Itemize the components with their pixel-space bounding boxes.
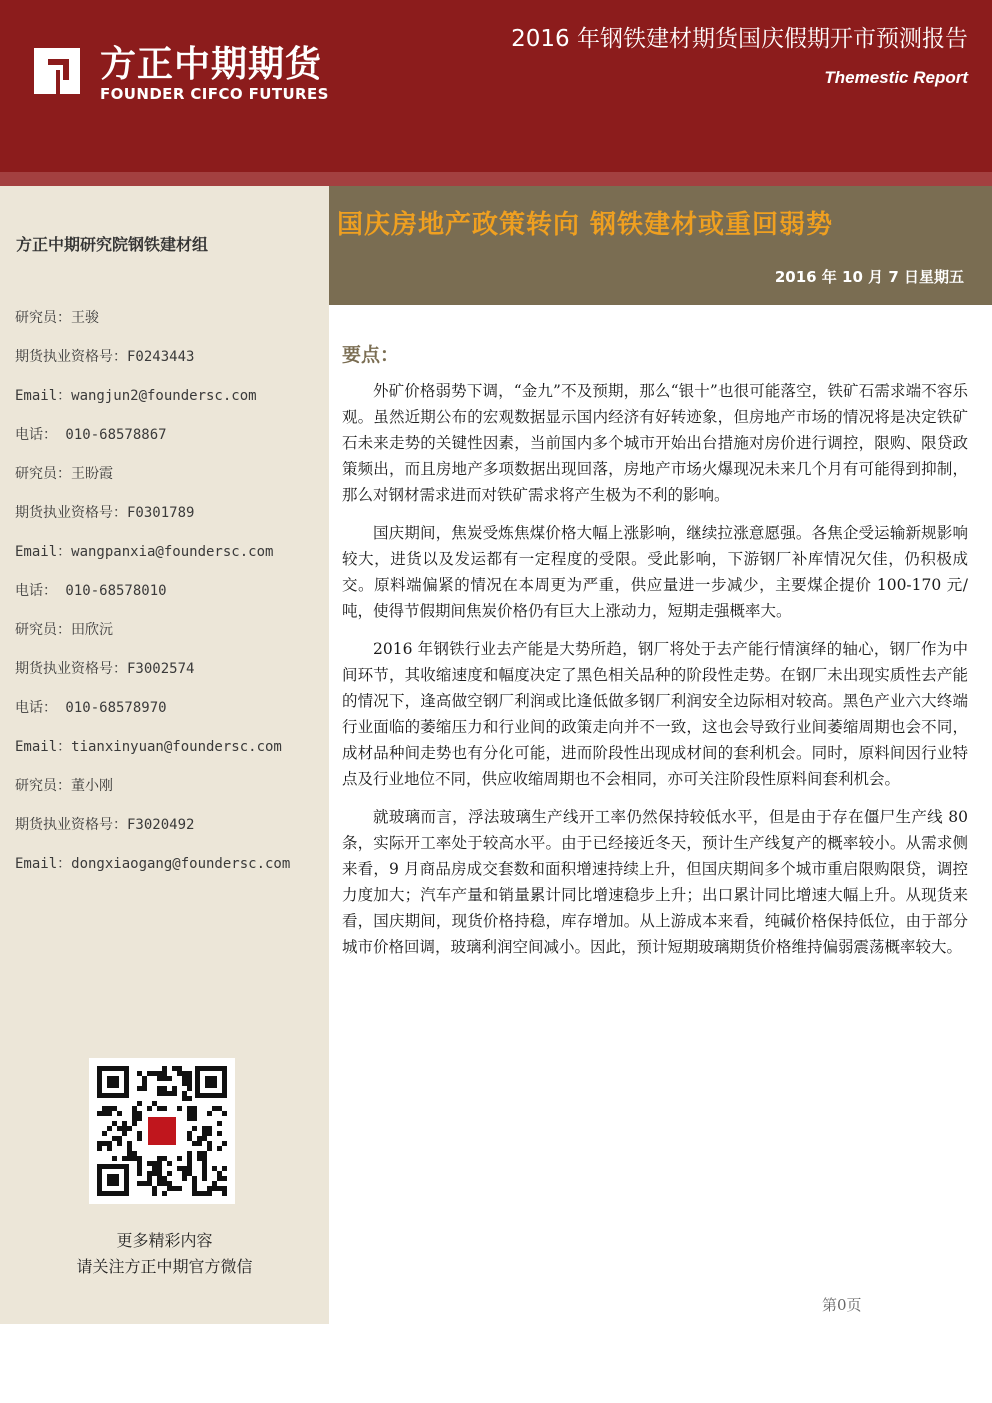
body-paragraph: 2016 年钢铁行业去产能是大势所趋，钢厂将处于去产能行情演绎的轴心，钢厂作为中间环节，其收缩速度和幅度决定了黑色相关品种的阶段性走势。在钢厂未出现实质性去产能的情况下，逢高做空钢厂利润或比逢低做多钢厂利润安全边际相对较高。黑色产业六大终端行业面临的萎缩压力和行业间的政策走向并不一致，这也会导致行业间萎缩周期也会不同，成材品种间走势也有分化可能，进而阶段性出现成材间的套利机会。同时，原料间因行业特点及行业地位不同，供应收缩周期也不会相同，亦可关注阶段性原料间套利机会。 bbox=[342, 640, 968, 788]
report-body bbox=[342, 378, 968, 972]
follow-text-line2: 请关注方正中期官方微信 bbox=[76, 1257, 253, 1276]
wechat-qr-code[interactable] bbox=[89, 1058, 235, 1204]
contact-email[interactable]: Email：wangjun2@foundersc.com bbox=[15, 388, 257, 404]
report-type: Themestic Report bbox=[824, 68, 968, 87]
founder-logo-icon bbox=[26, 40, 88, 102]
contact-line: 期货执业资格号：F3020492 bbox=[15, 817, 195, 833]
contact-line: 研究员：田欣沅 bbox=[15, 622, 113, 638]
report-title: 2016 年钢铁建材期货国庆假期开市预测报告 bbox=[511, 26, 968, 52]
report-date: 2016 年 10 月 7 日星期五 bbox=[774, 268, 964, 286]
contact-line: 研究员：董小刚 bbox=[15, 778, 113, 794]
contact-line: 期货执业资格号：F3002574 bbox=[15, 661, 195, 677]
logo-english-name: FOUNDER CIFCO FUTURES bbox=[100, 85, 329, 103]
contact-phone: 电话： 010-68578970 bbox=[15, 700, 167, 716]
contact-phone: 电话： 010-68578010 bbox=[15, 583, 167, 599]
headline-band bbox=[329, 186, 992, 305]
report-header bbox=[0, 0, 992, 186]
contact-list bbox=[15, 307, 290, 892]
follow-text-line1: 更多精彩内容 bbox=[116, 1231, 213, 1250]
contact-line: 期货执业资格号：F0243443 bbox=[15, 349, 195, 365]
contact-line: 期货执业资格号：F0301789 bbox=[15, 505, 195, 521]
qr-brand-icon bbox=[145, 1114, 179, 1148]
body-paragraph: 外矿价格弱势下调，“金九”不及预期，那么“银十”也很可能落空，铁矿石需求端不容乐观。虽然近期公布的宏观数据显示国内经济有好转迹象，但房地产市场的情况将是决定铁矿石未来走势的关键性因素，当前国内多个城市开始出台措施对房价进行调控，限购、限贷政策频出，而且房地产多项数据出现回落，房地产市场火爆现况未来几个月有可能得到抑制，那么对钢材需求进而对铁矿需求将产生极为不利的影响。 bbox=[342, 382, 968, 504]
logo-chinese-name: 方正中期期货 bbox=[100, 44, 323, 85]
contact-email[interactable]: Email：tianxinyuan@foundersc.com bbox=[15, 739, 282, 755]
research-group-name: 方正中期研究院钢铁建材组 bbox=[16, 235, 209, 254]
sidebar bbox=[0, 186, 329, 1324]
section-title: 要点： bbox=[342, 344, 400, 366]
body-paragraph: 就玻璃而言，浮法玻璃生产线开工率仍然保持较低水平，但是由于存在僵尸生产线 80 条，实际开工率处于较高水平。由于已经接近冬天，预计生产线复产的概率较小。从需求侧来看，9 月商品房成交套数和面积增速持续上升，但国庆期间多个城市重启限购限贷，调控力度加大；汽车产量和销量累计同比增速稳步上升；出口累计同比增速大幅上升。从现货来看，国庆期间，现货价格持稳，库存增加。从上游成本来看，纯碱价格保持低位，由于部分城市价格回调，玻璃利润空间减小。因此，预计短期玻璃期货价格维持偏弱震荡概率较大。 bbox=[342, 808, 968, 956]
body-paragraph: 国庆期间，焦炭受炼焦煤价格大幅上涨影响，继续拉涨意愿强。各焦企受运输新规影响较大，进货以及发运都有一定程度的受限。受此影响，下游钢厂补库情况欠佳，仍积极成交。原料端偏紧的情况在本周更为严重，供应量进一步减少，主要煤企提价 100-170 元/吨，使得节假期间焦炭价格仍有巨大上涨动力，短期走强概率大。 bbox=[342, 524, 968, 620]
contact-email[interactable]: Email：wangpanxia@foundersc.com bbox=[15, 544, 274, 560]
report-headline: 国庆房地产政策转向 钢铁建材或重回弱势 bbox=[337, 210, 834, 240]
contact-line: 研究员：王盼霞 bbox=[15, 466, 113, 482]
contact-phone: 电话： 010-68578867 bbox=[15, 427, 167, 443]
header-strip bbox=[0, 172, 992, 186]
contact-line: 研究员：王骏 bbox=[15, 310, 99, 326]
page-number: 第0页 bbox=[822, 1296, 862, 1314]
contact-email[interactable]: Email：dongxiaogang@foundersc.com bbox=[15, 856, 291, 872]
